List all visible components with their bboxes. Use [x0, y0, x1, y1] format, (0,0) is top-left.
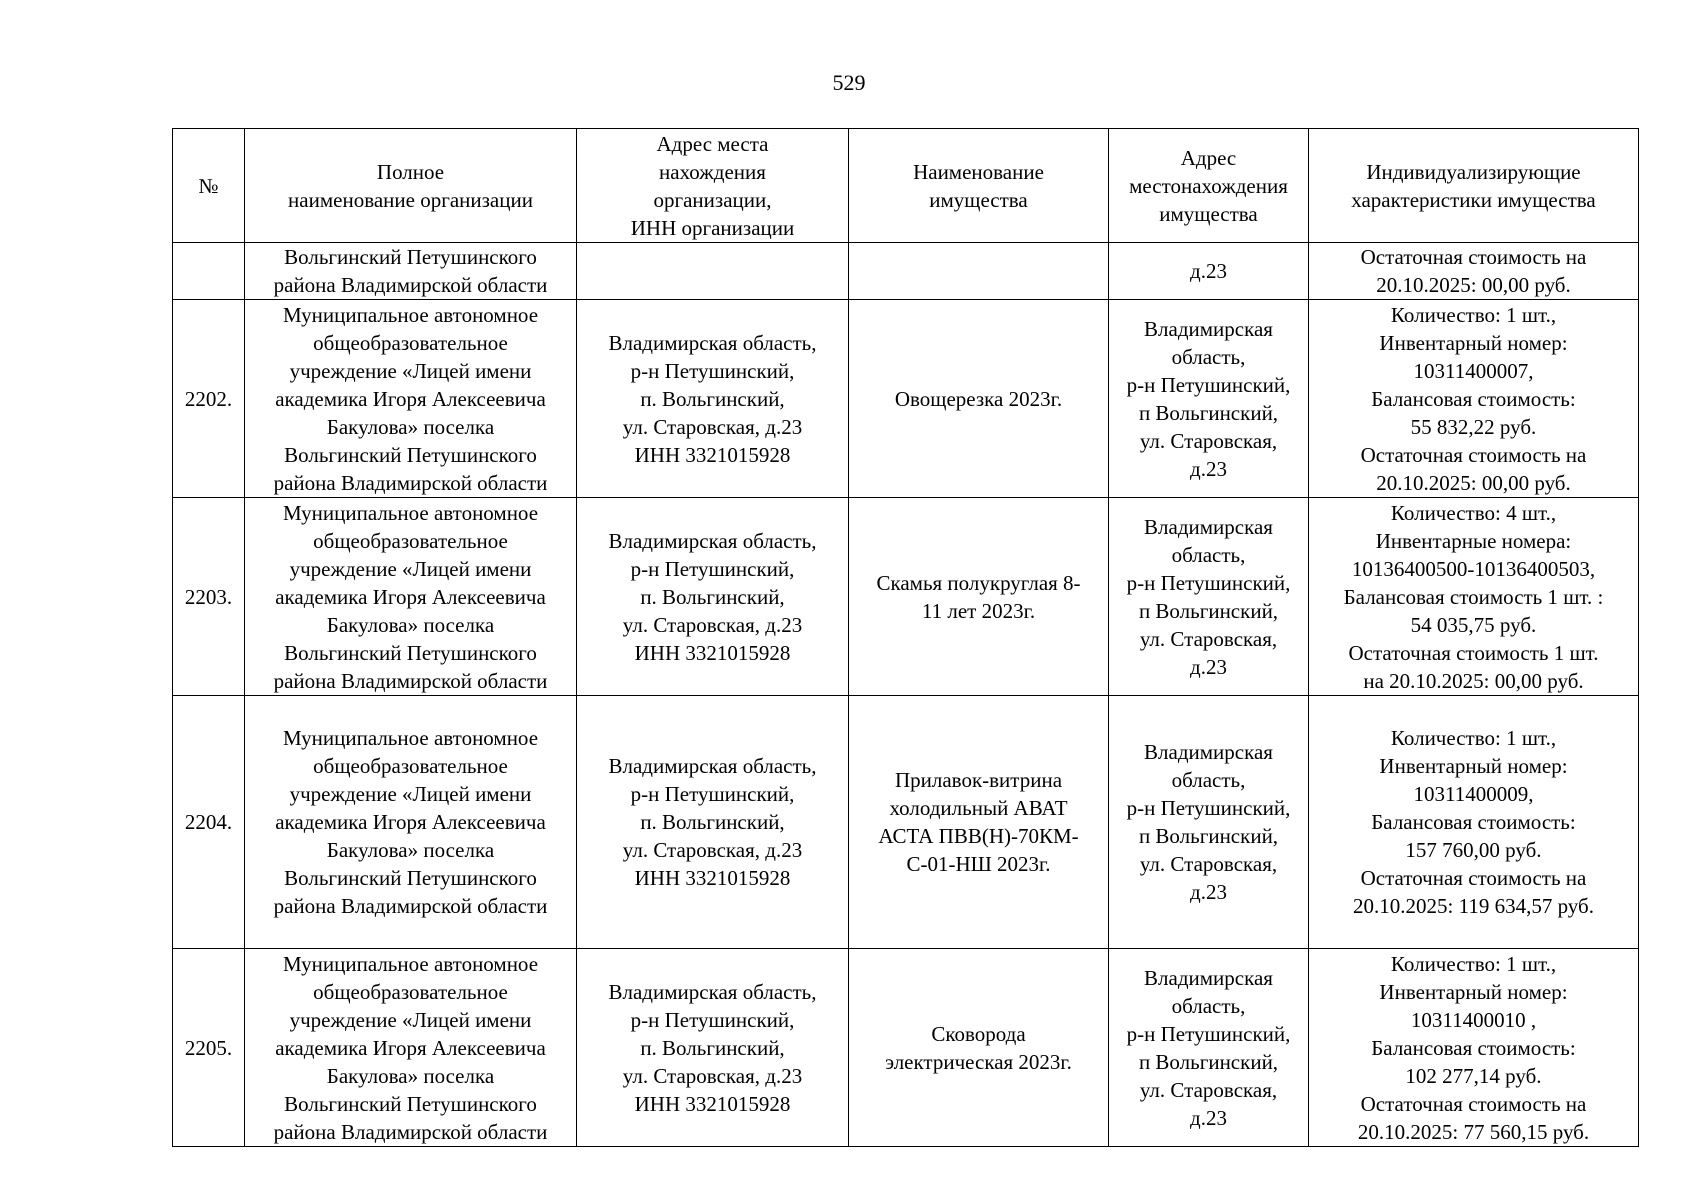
- cell-number: 2203.: [173, 498, 245, 696]
- page-number: 529: [832, 70, 866, 95]
- cell-characteristics: Остаточная стоимость на 20.10.2025: 00,00 руб.: [1309, 243, 1639, 300]
- cell-organization-name: Муниципальное автономное общеобразовательное учреждение «Лицей имени академика Игоря Алексеевича Бакулова» поселка Вольгинский Петушинского района Владимирской области: [245, 949, 577, 1147]
- table-row: [173, 696, 1639, 949]
- cell-characteristics: Количество: 1 шт., Инвентарный номер: 10311400009, Балансовая стоимость: 157 760,00 руб. Остаточная стоимость на 20.10.2025: 119 634,57 руб.: [1309, 696, 1639, 949]
- cell-characteristics: Количество: 4 шт., Инвентарные номера: 10136400500-10136400503, Балансовая стоимость 1 шт. : 54 035,75 руб. Остаточная стоимость 1 шт. на 20.10.2025: 00,00 руб.: [1309, 498, 1639, 696]
- table-row: [173, 949, 1639, 1147]
- cell-number: 2202.: [173, 300, 245, 498]
- header-characteristics: Индивидуализирующие характеристики имущества: [1309, 129, 1639, 243]
- cell-organization-address: Владимирская область, р-н Петушинский, п. Вольгинский, ул. Старовская, д.23 ИНН 3321015928: [577, 696, 849, 949]
- cell-organization-name: Муниципальное автономное общеобразовательное учреждение «Лицей имени академика Игоря Алексеевича Бакулова» поселка Вольгинский Петушинского района Владимирской области: [245, 498, 577, 696]
- cell-property-address: д.23: [1109, 243, 1309, 300]
- cell-property-address: Владимирская область, р-н Петушинский, п Вольгинский, ул. Старовская, д.23: [1109, 696, 1309, 949]
- cell-property-address: Владимирская область, р-н Петушинский, п Вольгинский, ул. Старовская, д.23: [1109, 949, 1309, 1147]
- cell-property-address: Владимирская область, р-н Петушинский, п Вольгинский, ул. Старовская, д.23: [1109, 300, 1309, 498]
- cell-organization-name: Муниципальное автономное общеобразовательное учреждение «Лицей имени академика Игоря Алексеевича Бакулова» поселка Вольгинский Петушинского района Владимирской области: [245, 696, 577, 949]
- table-row: [173, 300, 1639, 498]
- cell-organization-address: [577, 243, 849, 300]
- cell-organization-address: Владимирская область, р-н Петушинский, п. Вольгинский, ул. Старовская, д.23 ИНН 3321015928: [577, 300, 849, 498]
- header-property-address: Адрес местонахождения имущества: [1109, 129, 1309, 243]
- header-organization-name: Полное наименование организации: [245, 129, 577, 243]
- cell-property-name: Прилавок-витрина холодильный АВАТ АСТА ПВВ(Н)-70КМ- С-01-НШ 2023г.: [849, 696, 1109, 949]
- cell-property-name: Скамья полукруглая 8- 11 лет 2023г.: [849, 498, 1109, 696]
- header-number: №: [173, 129, 245, 243]
- cell-characteristics: Количество: 1 шт., Инвентарный номер: 10311400010 , Балансовая стоимость: 102 277,14 руб. Остаточная стоимость на 20.10.2025: 77 560,15 руб.: [1309, 949, 1639, 1147]
- table-row: [173, 498, 1639, 696]
- cell-property-name: Сковорода электрическая 2023г.: [849, 949, 1109, 1147]
- cell-property-name: Овощерезка 2023г.: [849, 300, 1109, 498]
- cell-organization-address: Владимирская область, р-н Петушинский, п. Вольгинский, ул. Старовская, д.23 ИНН 3321015928: [577, 498, 849, 696]
- cell-number: 2204.: [173, 696, 245, 949]
- cell-characteristics: Количество: 1 шт., Инвентарный номер: 10311400007, Балансовая стоимость: 55 832,22 руб. Остаточная стоимость на 20.10.2025: 00,00 руб.: [1309, 300, 1639, 498]
- cell-number: 2205.: [173, 949, 245, 1147]
- header-property-name: Наименование имущества: [849, 129, 1109, 243]
- header-organization-address: Адрес места нахождения организации, ИНН организации: [577, 129, 849, 243]
- cell-organization-address: Владимирская область, р-н Петушинский, п. Вольгинский, ул. Старовская, д.23 ИНН 3321015928: [577, 949, 849, 1147]
- property-registry-table: [172, 128, 1639, 1147]
- cell-property-name: [849, 243, 1109, 300]
- cell-property-address: Владимирская область, р-н Петушинский, п Вольгинский, ул. Старовская, д.23: [1109, 498, 1309, 696]
- table-row-continuation: [173, 243, 1639, 300]
- cell-number: [173, 243, 245, 300]
- cell-organization-name: Вольгинский Петушинского района Владимирской области: [245, 243, 577, 300]
- table-header-row: [173, 129, 1639, 243]
- cell-organization-name: Муниципальное автономное общеобразовательное учреждение «Лицей имени академика Игоря Алексеевича Бакулова» поселка Вольгинский Петушинского района Владимирской области: [245, 300, 577, 498]
